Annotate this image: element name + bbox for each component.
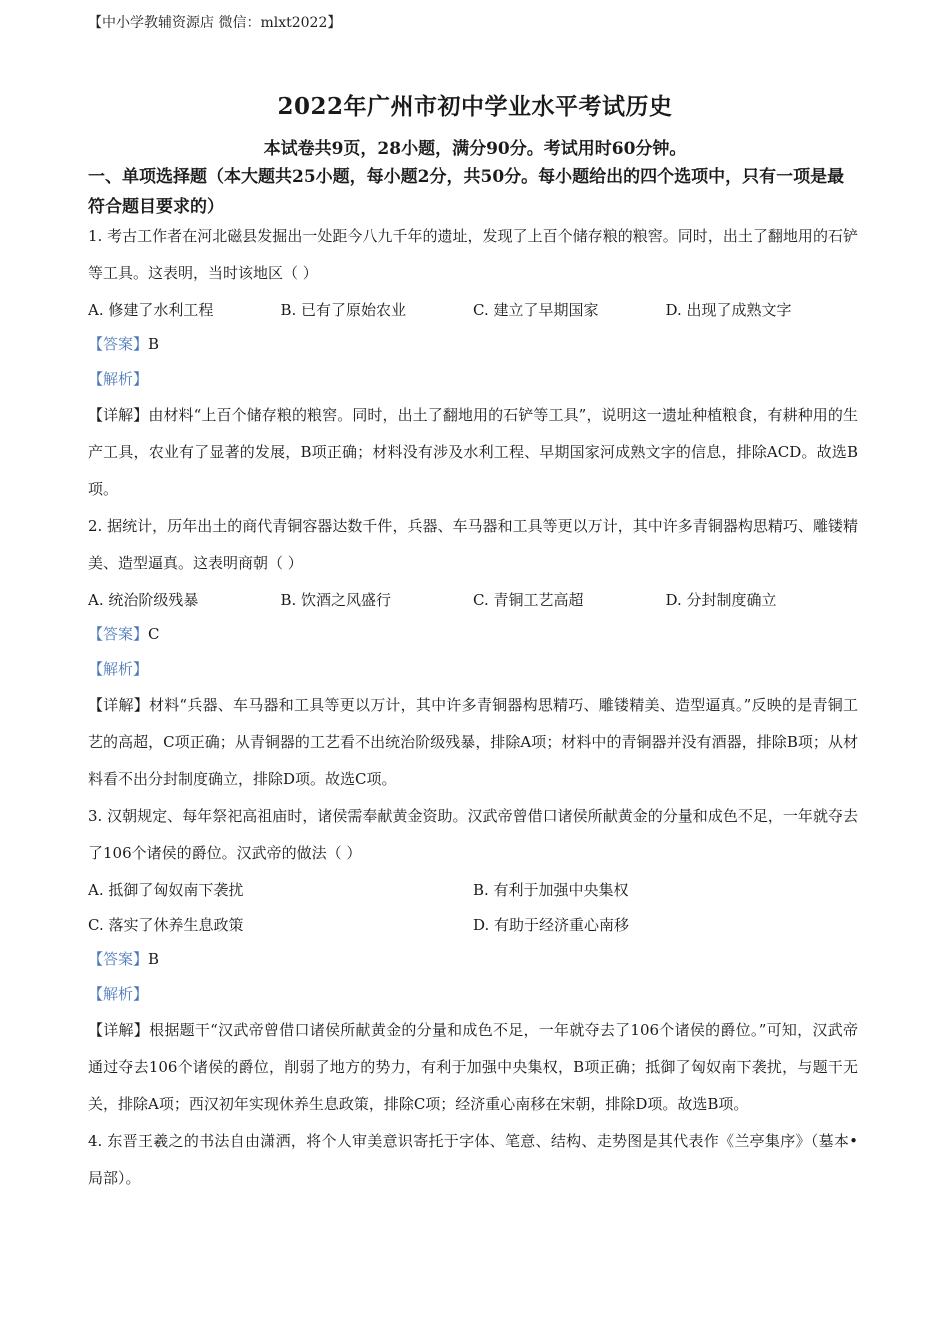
option-d: D. 出现了成熟文字 (665, 301, 792, 319)
answer-label: 【答案】 (88, 625, 149, 643)
option-b: B. 饮酒之风盛行 (280, 591, 392, 609)
detail-text (88, 397, 858, 508)
option-b: B. 有利于加强中央集权 (473, 881, 629, 899)
detail-text (88, 1012, 858, 1123)
detail-body: 根据题干“汉武帝曾借口诸侯所献黄金的分量和成色不足，一年就夺去了106个诸侯的爵位。”可知，汉武帝通过夺去106个诸侯的爵位，削弱了地方的势力，有利于加强中央集权，B项正确；抵御了匈奴南下袭扰，与题干无关，排除A项；西汉初年实现休养生息政策，排除C项；经济重心南移在宋朝，排除D项。故选B项。 (88, 1021, 858, 1113)
page-title: 2022年广州市初中学业水平考试历史 (277, 93, 673, 120)
question-4 (88, 1123, 858, 1197)
analysis-label: 【解析】 (88, 370, 149, 388)
detail-label: 【详解】 (88, 696, 149, 714)
question-stem: 1. 考古工作者在河北磁县发掘出一处距今八九千年的遗址，发现了上百个储存粮的粮窖。同时，出土了翻地用的石铲等工具。这表明，当时该地区（ ） (88, 227, 858, 282)
option-row (88, 582, 858, 617)
option-c: C. 落实了休养生息政策 (88, 916, 244, 934)
question-stem: 3. 汉朝规定、每年祭祀高祖庙时，诸侯需奉献黄金资助。汉武帝曾借口诸侯所献黄金的分量和成色不足，一年就夺去了106个诸侯的爵位。汉武帝的做法（ ） (88, 807, 858, 862)
detail-label: 【详解】 (88, 1021, 150, 1039)
question-1 (88, 218, 858, 508)
detail-body: 材料“兵器、车马器和工具等更以万计，其中许多青铜器构思精巧、雕镂精美、造型逼真。”反映的是青铜工艺的高超，C项正确；从青铜器的工艺看不出统治阶级残暴，排除A项；材料中的青铜器并没有酒器，排除B项；从材料看不出分封制度确立，排除D项。故选C项。 (88, 696, 858, 788)
option-row (88, 292, 858, 327)
question-2 (88, 508, 858, 798)
answer-line (88, 942, 858, 977)
detail-text (88, 687, 858, 798)
watermark-text: 【中小学教辅资源店 微信：mlxt2022】 (88, 15, 342, 31)
option-d: D. 有助于经济重心南移 (473, 916, 630, 934)
option-d: D. 分封制度确立 (665, 591, 777, 609)
section-heading: 一、单项选择题（本大题共25小题，每小题2分，共50分。每小题给出的四个选项中，只有一项是最符合题目要求的） (88, 167, 845, 217)
answer-line (88, 327, 858, 362)
answer-line (88, 617, 858, 652)
detail-label: 【详解】 (88, 406, 149, 424)
option-b: B. 已有了原始农业 (280, 301, 407, 319)
question-3 (88, 798, 858, 1123)
option-row (88, 907, 858, 942)
option-a: A. 修建了水利工程 (88, 301, 214, 319)
analysis-label: 【解析】 (88, 660, 149, 678)
answer-label: 【答案】 (88, 335, 149, 353)
answer-value: B (148, 335, 160, 353)
option-c: C. 建立了早期国家 (473, 301, 599, 319)
question-list (88, 218, 858, 1197)
option-row (88, 872, 858, 907)
option-a: A. 统治阶级残暴 (88, 591, 199, 609)
answer-label: 【答案】 (88, 950, 149, 968)
answer-value: B (148, 950, 160, 968)
exam-info: 本试卷共9页，28小题，满分90分。考试用时60分钟。 (263, 139, 687, 159)
detail-body: 由材料“上百个储存粮的粮窖。同时，出土了翻地用的石铲等工具”，说明这一遗址种植粮食，有耕种用的生产工具，农业有了显著的发展，B项正确；材料没有涉及水利工程、早期国家河成熟文字的信息，排除ACD。故选B项。 (88, 406, 858, 498)
option-a: A. 抵御了匈奴南下袭扰 (88, 881, 244, 899)
option-c: C. 青铜工艺高超 (473, 591, 584, 609)
question-stem: 4. 东晋王羲之的书法自由潇洒，将个人审美意识寄托于字体、笔意、结构、走势图是其代表作《兰亭集序》（墓本•局部）。 (88, 1132, 858, 1187)
analysis-label: 【解析】 (88, 985, 149, 1003)
answer-value: C (148, 625, 160, 643)
question-stem: 2. 据统计，历年出土的商代青铜容器达数千件，兵器、车马器和工具等更以万计，其中许多青铜器构思精巧、雕镂精美、造型逼真。这表明商朝（ ） (88, 517, 858, 572)
